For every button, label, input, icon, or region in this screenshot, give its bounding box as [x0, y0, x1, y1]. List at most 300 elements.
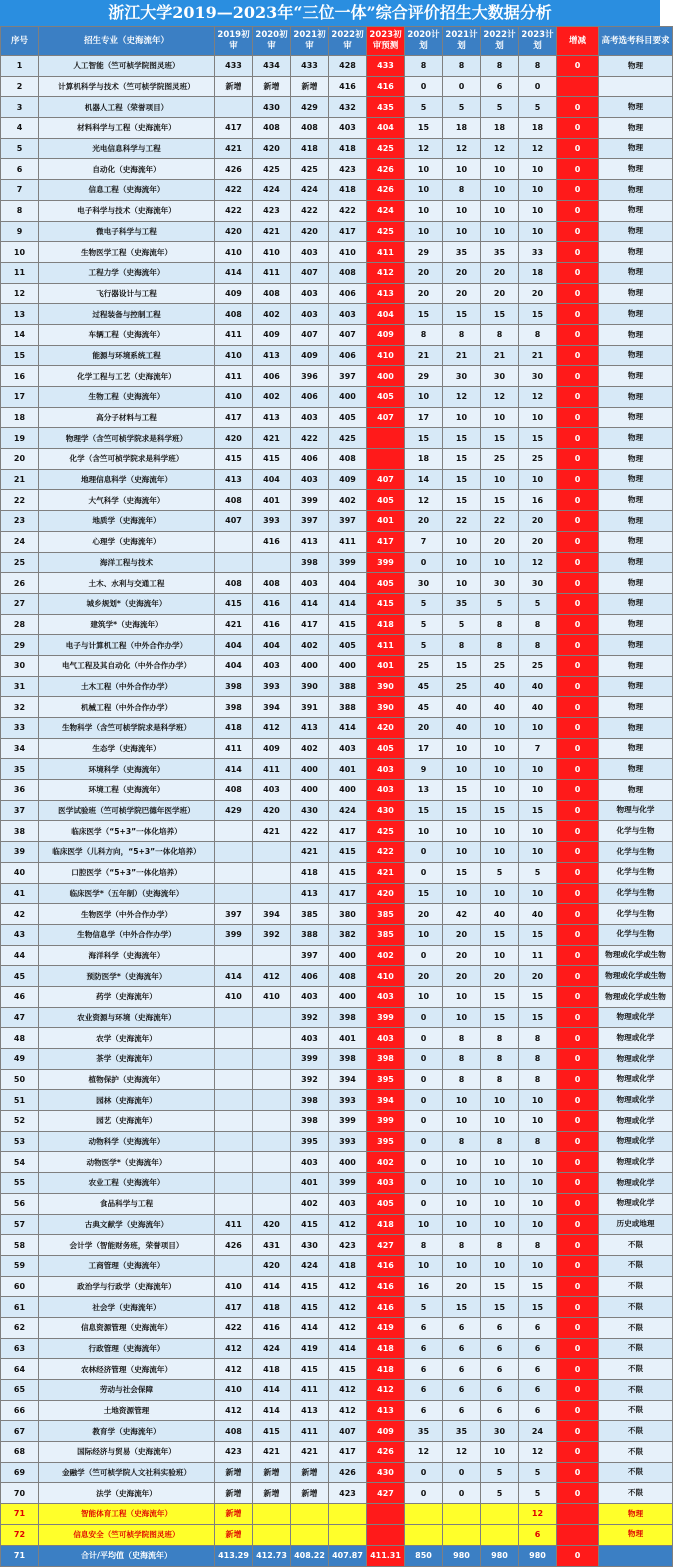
prediction-2023-cell: 404 [367, 304, 405, 325]
plan-2023-cell: 20 [519, 511, 557, 532]
review-2021-cell: 421 [291, 1442, 329, 1463]
review-2019-cell: 新增 [215, 76, 253, 97]
review-2020-cell: 402 [253, 387, 291, 408]
header-2022-review: 2022初审 [329, 27, 367, 56]
major-name-cell: 车辆工程（史海流年） [39, 324, 215, 345]
review-2020-cell: 409 [253, 324, 291, 345]
prediction-2023-cell: 425 [367, 138, 405, 159]
subject-requirement-cell: 物理 [599, 718, 673, 739]
table-row [1, 1007, 673, 1028]
prediction-2023-cell: 403 [367, 759, 405, 780]
subject-requirement-cell: 不限 [599, 1317, 673, 1338]
plan-2020-cell: 6 [405, 1400, 443, 1421]
change-cell: 0 [557, 387, 599, 408]
plan-2021-cell: 10 [443, 531, 481, 552]
change-cell: 0 [557, 180, 599, 201]
change-cell: 0 [557, 1276, 599, 1297]
review-2022-cell: 418 [329, 138, 367, 159]
review-2021-cell: 403 [291, 986, 329, 1007]
plan-2021-cell: 6 [443, 1380, 481, 1401]
row-index-cell: 13 [1, 304, 39, 325]
row-index-cell: 43 [1, 924, 39, 945]
review-2022-cell: 402 [329, 490, 367, 511]
review-2022-cell: 401 [329, 759, 367, 780]
prediction-2023-cell: 398 [367, 1049, 405, 1070]
subject-requirement-cell: 物理或化学或生物 [599, 986, 673, 1007]
review-2020-cell: 394 [253, 697, 291, 718]
plan-2020-cell: 10 [405, 924, 443, 945]
review-2021-cell: 417 [291, 614, 329, 635]
table-row [1, 262, 673, 283]
plan-2023-cell: 6 [519, 1380, 557, 1401]
row-index-cell: 53 [1, 1131, 39, 1152]
review-2020-cell: 425 [253, 159, 291, 180]
subject-requirement-cell: 物理或化学 [599, 1007, 673, 1028]
plan-2022-cell: 8 [481, 635, 519, 656]
plan-2021-cell: 20 [443, 283, 481, 304]
plan-2020-cell: 5 [405, 1297, 443, 1318]
plan-2022-cell: 10 [481, 759, 519, 780]
review-2019-cell: 420 [215, 428, 253, 449]
change-cell: 0 [557, 718, 599, 739]
review-2019-cell: 411 [215, 366, 253, 387]
review-2019-cell: 409 [215, 283, 253, 304]
plan-2021-cell: 6 [443, 1359, 481, 1380]
plan-2022-cell: 20 [481, 283, 519, 304]
plan-2023-cell: 6 [519, 1400, 557, 1421]
row-index-cell: 63 [1, 1338, 39, 1359]
plan-2021-cell: 20 [443, 924, 481, 945]
review-2019-cell [215, 1111, 253, 1132]
change-cell: 0 [557, 1359, 599, 1380]
change-cell: 0 [557, 138, 599, 159]
subject-requirement-cell: 物理 [599, 159, 673, 180]
plan-2023-cell: 5 [519, 1462, 557, 1483]
plan-2020-cell: 20 [405, 904, 443, 925]
change-cell: 0 [557, 490, 599, 511]
review-2019-cell: 408 [215, 304, 253, 325]
review-2022-cell: 414 [329, 718, 367, 739]
review-2022-cell: 398 [329, 1049, 367, 1070]
review-2021-cell: 新增 [291, 1483, 329, 1504]
change-cell: 0 [557, 1255, 599, 1276]
plan-2020-cell: 0 [405, 1193, 443, 1214]
review-2022-cell: 412 [329, 1297, 367, 1318]
review-2022-cell: 424 [329, 800, 367, 821]
review-2022-cell: 388 [329, 676, 367, 697]
major-name-cell: 生物科学（含竺可桢学院求是科学班） [39, 718, 215, 739]
plan-2020-cell: 18 [405, 449, 443, 470]
prediction-2023-cell: 420 [367, 883, 405, 904]
change-cell: 0 [557, 1400, 599, 1421]
major-name-cell: 口腔医学（“5+3”一体化培养） [39, 862, 215, 883]
review-2021-cell: 395 [291, 1131, 329, 1152]
change-cell: 0 [557, 283, 599, 304]
change-cell: 0 [557, 655, 599, 676]
review-2019-cell [215, 1255, 253, 1276]
review-2022-cell: 414 [329, 1338, 367, 1359]
review-2022-cell: 415 [329, 862, 367, 883]
subject-requirement-cell: 物理 [599, 56, 673, 77]
plan-2022-cell: 15 [481, 986, 519, 1007]
review-2021-cell: 415 [291, 1359, 329, 1380]
review-2022-cell: 394 [329, 1069, 367, 1090]
subject-requirement-cell: 物理 [599, 1524, 673, 1545]
plan-2020-cell: 0 [405, 1007, 443, 1028]
major-name-cell: 国际经济与贸易（史海流年） [39, 1442, 215, 1463]
review-2019-cell: 412 [215, 1359, 253, 1380]
change-cell: 0 [557, 262, 599, 283]
major-name-cell: 园林（史海流年） [39, 1090, 215, 1111]
table-row [1, 159, 673, 180]
review-2019-cell: 417 [215, 118, 253, 139]
plan-2021-cell: 10 [443, 573, 481, 594]
review-2020-cell: 424 [253, 180, 291, 201]
prediction-2023-cell: 411 [367, 635, 405, 656]
change-cell: 0 [557, 1235, 599, 1256]
review-2022-cell: 400 [329, 1152, 367, 1173]
plan-2020-cell: 0 [405, 1131, 443, 1152]
major-name-cell: 能源与环境系统工程 [39, 345, 215, 366]
prediction-2023-cell: 416 [367, 76, 405, 97]
major-name-cell: 临床医学（儿科方向，“5+3”一体化培养） [39, 842, 215, 863]
plan-2021-cell: 35 [443, 242, 481, 263]
plan-2021-cell: 10 [443, 883, 481, 904]
review-2020-cell: 408 [253, 283, 291, 304]
plan-2023-cell: 16 [519, 490, 557, 511]
plan-2020-cell: 12 [405, 138, 443, 159]
change-cell: 0 [557, 56, 599, 77]
review-2021-cell: 400 [291, 759, 329, 780]
plan-2023-cell: 6 [519, 1524, 557, 1545]
review-2021-cell: 425 [291, 159, 329, 180]
row-index-cell: 6 [1, 159, 39, 180]
change-cell: 0 [557, 759, 599, 780]
plan-2020-cell: 17 [405, 407, 443, 428]
review-2019-cell [215, 883, 253, 904]
prediction-2023-cell: 419 [367, 1317, 405, 1338]
plan-2023-cell: 8 [519, 1235, 557, 1256]
header-2020-review: 2020初审 [253, 27, 291, 56]
plan-2023-cell: 11 [519, 945, 557, 966]
review-2021-cell: 397 [291, 945, 329, 966]
plan-2020-cell: 0 [405, 1028, 443, 1049]
review-2019-cell: 410 [215, 345, 253, 366]
table-row [1, 221, 673, 242]
review-2022-cell: 400 [329, 986, 367, 1007]
review-2020-cell [253, 1524, 291, 1545]
major-name-cell: 城乡规划*（史海流年） [39, 593, 215, 614]
subject-requirement-cell: 物理 [599, 428, 673, 449]
review-2022-cell: 422 [329, 200, 367, 221]
table-row [1, 1338, 673, 1359]
plan-2023-cell: 15 [519, 304, 557, 325]
review-2020-cell: 392 [253, 924, 291, 945]
review-2021-cell: 400 [291, 655, 329, 676]
plan-2023-cell: 12 [519, 1442, 557, 1463]
subject-requirement-cell: 物理或化学 [599, 1131, 673, 1152]
row-index-cell: 35 [1, 759, 39, 780]
major-name-cell: 电子科学与技术（史海流年） [39, 200, 215, 221]
prediction-2023-cell: 399 [367, 1007, 405, 1028]
major-name-cell: 海洋科学（史海流年） [39, 945, 215, 966]
row-index-cell: 9 [1, 221, 39, 242]
plan-2020-cell: 0 [405, 1173, 443, 1194]
plan-2023-cell: 15 [519, 800, 557, 821]
plan-2020-cell: 6 [405, 1359, 443, 1380]
table-row [1, 593, 673, 614]
change-cell: 0 [557, 842, 599, 863]
review-2021-cell: 406 [291, 387, 329, 408]
review-2020-cell: 416 [253, 593, 291, 614]
subject-requirement-cell: 历史或地理 [599, 1214, 673, 1235]
review-2020-cell: 421 [253, 1442, 291, 1463]
prediction-2023-cell: 418 [367, 1338, 405, 1359]
review-2019-cell: 423 [215, 1442, 253, 1463]
plan-2022-cell: 10 [481, 1193, 519, 1214]
change-cell: 0 [557, 324, 599, 345]
review-2019-cell: 420 [215, 221, 253, 242]
prediction-2023-cell [367, 428, 405, 449]
major-name-cell: 地质学（史海流年） [39, 511, 215, 532]
row-index-cell: 57 [1, 1214, 39, 1235]
review-2020-cell: 393 [253, 511, 291, 532]
plan-2020-cell: 0 [405, 1152, 443, 1173]
major-name-cell: 茶学（史海流年） [39, 1049, 215, 1070]
plan-2020-cell: 29 [405, 366, 443, 387]
plan-2022-cell: 21 [481, 345, 519, 366]
review-2020-cell: 420 [253, 1214, 291, 1235]
review-2021-cell: 新增 [291, 76, 329, 97]
prediction-2023-cell: 424 [367, 200, 405, 221]
review-2019-cell [215, 1152, 253, 1173]
plan-2020-cell: 0 [405, 945, 443, 966]
review-2022-cell: 400 [329, 655, 367, 676]
prediction-2023-cell: 395 [367, 1069, 405, 1090]
prediction-2023-cell: 427 [367, 1235, 405, 1256]
review-2022-cell: 399 [329, 1173, 367, 1194]
plan-2021-cell: 0 [443, 1462, 481, 1483]
change-cell: 0 [557, 242, 599, 263]
row-index-cell: 8 [1, 200, 39, 221]
table-row [1, 1400, 673, 1421]
review-2019-cell: 412 [215, 1400, 253, 1421]
review-2022-cell: 412 [329, 1276, 367, 1297]
plan-2022-cell: 10 [481, 718, 519, 739]
table-row [1, 821, 673, 842]
plan-2022-cell: 22 [481, 511, 519, 532]
table-row [1, 283, 673, 304]
row-index-cell: 21 [1, 469, 39, 490]
plan-2023-cell: 40 [519, 904, 557, 925]
plan-2021-cell: 10 [443, 1152, 481, 1173]
change-cell: 0 [557, 407, 599, 428]
subject-requirement-cell: 物理或化学 [599, 1028, 673, 1049]
plan-2021-cell: 18 [443, 118, 481, 139]
major-name-cell: 物理学（含竺可桢学院求是科学班） [39, 428, 215, 449]
prediction-2023-cell: 430 [367, 1462, 405, 1483]
change-cell: 0 [557, 531, 599, 552]
plan-2022-cell: 6 [481, 1359, 519, 1380]
plan-2022-cell: 10 [481, 1173, 519, 1194]
plan-2020-cell: 0 [405, 862, 443, 883]
table-row [1, 407, 673, 428]
footer-cell: 850 [405, 1545, 443, 1566]
plan-2023-cell: 8 [519, 1049, 557, 1070]
review-2021-cell: 422 [291, 821, 329, 842]
row-index-cell: 3 [1, 97, 39, 118]
plan-2022-cell: 10 [481, 738, 519, 759]
plan-2022-cell [481, 1504, 519, 1525]
plan-2023-cell: 5 [519, 862, 557, 883]
review-2019-cell: 411 [215, 738, 253, 759]
review-2021-cell: 398 [291, 1090, 329, 1111]
table-row [1, 635, 673, 656]
footer-cell: 413.29 [215, 1545, 253, 1566]
review-2021-cell: 433 [291, 56, 329, 77]
review-2019-cell: 新增 [215, 1504, 253, 1525]
plan-2021-cell: 15 [443, 304, 481, 325]
prediction-2023-cell: 407 [367, 469, 405, 490]
review-2022-cell: 412 [329, 1214, 367, 1235]
change-cell: 0 [557, 780, 599, 801]
change-cell: 0 [557, 97, 599, 118]
plan-2020-cell: 17 [405, 738, 443, 759]
change-cell: 0 [557, 821, 599, 842]
review-2022-cell: 423 [329, 1235, 367, 1256]
review-2022-cell: 400 [329, 780, 367, 801]
change-cell: 0 [557, 1442, 599, 1463]
plan-2021-cell: 5 [443, 614, 481, 635]
subject-requirement-cell: 物理 [599, 97, 673, 118]
header-change: 增减 [557, 27, 599, 56]
change-cell: 0 [557, 200, 599, 221]
subject-requirement-cell: 化学与生物 [599, 862, 673, 883]
review-2020-cell: 421 [253, 428, 291, 449]
review-2020-cell: 393 [253, 676, 291, 697]
subject-requirement-cell: 物理或化学 [599, 1111, 673, 1132]
plan-2021-cell: 10 [443, 759, 481, 780]
review-2022-cell: 417 [329, 821, 367, 842]
table-row [1, 56, 673, 77]
plan-2021-cell: 6 [443, 1400, 481, 1421]
change-cell: 0 [557, 593, 599, 614]
review-2019-cell [215, 1193, 253, 1214]
header-2021-review: 2021初审 [291, 27, 329, 56]
major-name-cell: 电气工程及其自动化（中外合作办学） [39, 655, 215, 676]
review-2020-cell: 412 [253, 966, 291, 987]
footer-cell: 980 [443, 1545, 481, 1566]
plan-2021-cell: 20 [443, 262, 481, 283]
plan-2022-cell: 8 [481, 56, 519, 77]
prediction-2023-cell: 416 [367, 1297, 405, 1318]
plan-2022-cell: 5 [481, 1462, 519, 1483]
major-name-cell: 金融学（竺可桢学院人文社科实验班） [39, 1462, 215, 1483]
review-2020-cell: 409 [253, 738, 291, 759]
plan-2020-cell: 20 [405, 966, 443, 987]
subject-requirement-cell: 物理 [599, 345, 673, 366]
plan-2022-cell: 12 [481, 138, 519, 159]
table-row [1, 200, 673, 221]
prediction-2023-cell: 390 [367, 676, 405, 697]
plan-2023-cell: 21 [519, 345, 557, 366]
review-2021-cell: 403 [291, 1028, 329, 1049]
review-2021-cell: 414 [291, 1317, 329, 1338]
review-2021-cell: 418 [291, 138, 329, 159]
review-2020-cell: 402 [253, 304, 291, 325]
review-2020-cell: 410 [253, 242, 291, 263]
major-name-cell: 工程力学（史海流年） [39, 262, 215, 283]
review-2019-cell: 410 [215, 1276, 253, 1297]
plan-2020-cell: 5 [405, 97, 443, 118]
review-2022-cell: 418 [329, 180, 367, 201]
change-cell: 0 [557, 1007, 599, 1028]
review-2022-cell: 393 [329, 1090, 367, 1111]
plan-2020-cell: 15 [405, 304, 443, 325]
subject-requirement-cell: 物理或化学 [599, 1193, 673, 1214]
row-index-cell: 15 [1, 345, 39, 366]
table-row [1, 387, 673, 408]
subject-requirement-cell: 不限 [599, 1297, 673, 1318]
plan-2020-cell: 8 [405, 1235, 443, 1256]
row-index-cell: 24 [1, 531, 39, 552]
plan-2020-cell: 15 [405, 428, 443, 449]
plan-2021-cell: 15 [443, 428, 481, 449]
plan-2023-cell: 8 [519, 1131, 557, 1152]
review-2022-cell: 426 [329, 1462, 367, 1483]
major-name-cell: 教育学（史海流年） [39, 1421, 215, 1442]
plan-2023-cell: 10 [519, 842, 557, 863]
plan-2020-cell: 10 [405, 1214, 443, 1235]
plan-2022-cell: 6 [481, 76, 519, 97]
review-2021-cell: 418 [291, 862, 329, 883]
table-row [1, 842, 673, 863]
plan-2021-cell: 30 [443, 366, 481, 387]
change-cell: 0 [557, 697, 599, 718]
prediction-2023-cell: 411 [367, 242, 405, 263]
review-2021-cell: 403 [291, 283, 329, 304]
subject-requirement-cell: 不限 [599, 1338, 673, 1359]
review-2019-cell: 410 [215, 387, 253, 408]
change-cell [557, 1524, 599, 1545]
prediction-2023-cell: 399 [367, 1111, 405, 1132]
plan-2023-cell: 20 [519, 283, 557, 304]
footer-cell: 71 [1, 1545, 39, 1566]
plan-2023-cell: 8 [519, 1028, 557, 1049]
plan-2022-cell: 15 [481, 428, 519, 449]
plan-2023-cell: 10 [519, 1090, 557, 1111]
review-2022-cell: 423 [329, 1483, 367, 1504]
prediction-2023-cell: 418 [367, 1214, 405, 1235]
plan-2023-cell: 10 [519, 1214, 557, 1235]
prediction-2023-cell: 410 [367, 966, 405, 987]
row-index-cell: 17 [1, 387, 39, 408]
plan-2021-cell: 15 [443, 449, 481, 470]
plan-2021-cell: 8 [443, 1049, 481, 1070]
row-index-cell: 70 [1, 1483, 39, 1504]
plan-2022-cell: 5 [481, 1483, 519, 1504]
subject-requirement-cell: 物理 [599, 655, 673, 676]
plan-2022-cell: 6 [481, 1380, 519, 1401]
plan-2021-cell: 15 [443, 862, 481, 883]
plan-2020-cell: 10 [405, 387, 443, 408]
plan-2022-cell: 5 [481, 97, 519, 118]
review-2019-cell: 新增 [215, 1462, 253, 1483]
change-cell: 0 [557, 676, 599, 697]
plan-2021-cell: 10 [443, 1007, 481, 1028]
plan-2023-cell: 10 [519, 821, 557, 842]
row-index-cell: 36 [1, 780, 39, 801]
